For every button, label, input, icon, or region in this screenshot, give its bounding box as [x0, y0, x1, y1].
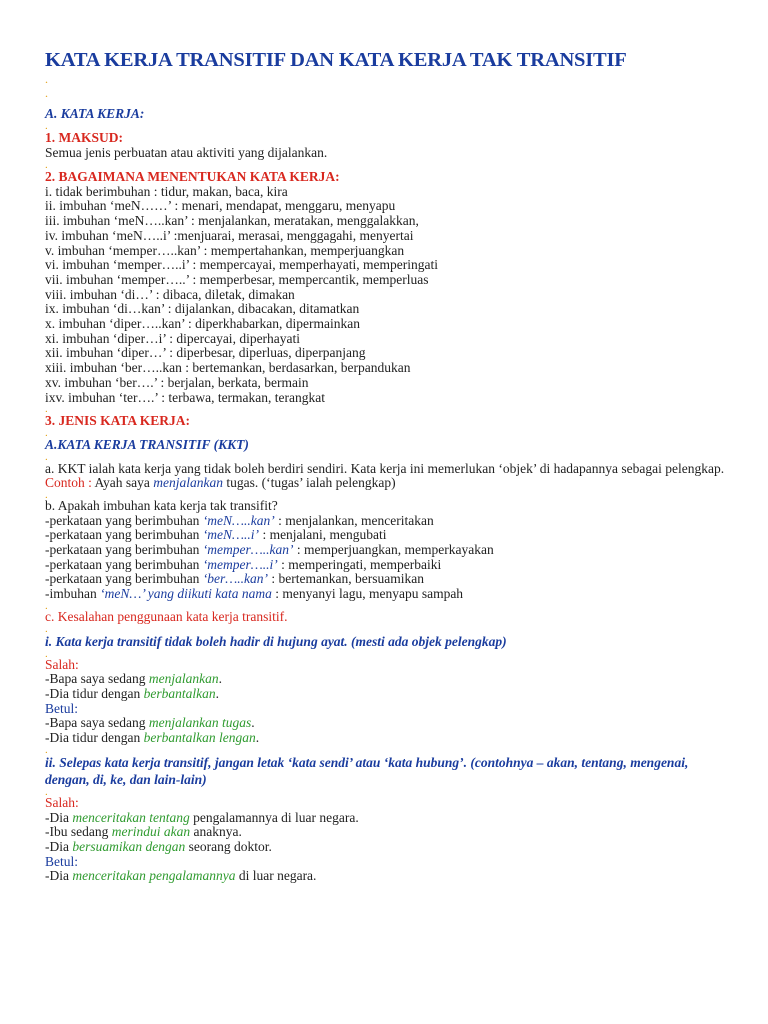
example-text: -Ibu sedang — [45, 824, 112, 840]
rule-2: ii. Selepas kata kerja transitif, jangan letak ‘kata sendi’ atau ‘kata hubung’. (contohnya – akan, tentang, mengenai, dengan, di, ke, dan lain-lain) — [45, 754, 689, 787]
list-item: xiii. imbuhan ‘ber…..kan : bertemankan, berdasarkan, berpandukan — [45, 360, 411, 376]
list-item — [45, 514, 725, 529]
spacer-dot: . — [45, 158, 48, 171]
example-text: . — [255, 730, 260, 746]
example-verb: berbantalkan — [143, 685, 216, 701]
item-text: : menyanyi lagu, menyapu sampah — [271, 586, 464, 602]
example-line — [45, 731, 725, 746]
example-line — [45, 840, 725, 855]
spacer-dot: . — [45, 72, 48, 86]
example-verb: merindui akan — [111, 824, 191, 840]
salah-label: Salah: — [45, 794, 79, 810]
list-item: ix. imbuhan ‘di…kan’ : dijalankan, dibacakan, ditamatkan — [45, 301, 360, 317]
list-item: ii. imbuhan ‘meN……’ : menari, mendapat, menggaru, menyapu — [45, 198, 396, 214]
affix: ‘memper…..i’ — [202, 556, 278, 572]
list-item — [45, 572, 725, 587]
jenis-heading: 3. JENIS KATA KERJA: — [45, 413, 191, 429]
example-text: pengalamannya di luar negara. — [189, 809, 359, 825]
spacer-dot: . — [45, 622, 48, 635]
list-item: xii. imbuhan ‘diper…’ : diperbesar, diperluas, diperpanjang — [45, 345, 366, 361]
example-line — [45, 825, 725, 840]
item-text: : memperingati, memperbaiki — [277, 556, 442, 572]
example-text: -Dia tidur dengan — [45, 685, 144, 701]
bagaimana-heading: 2. BAGAIMANA MENENTUKAN KATA KERJA: — [45, 168, 340, 184]
list-item — [45, 587, 725, 602]
item-text: -perkataan yang berimbuhan — [45, 556, 203, 572]
spacer-dot: . — [45, 599, 48, 612]
example-verb: menceritakan pengalamannya — [72, 868, 236, 884]
affix: ‘ber…..kan’ — [202, 571, 269, 587]
contoh-verb: menjalankan — [153, 475, 224, 491]
page-title: KATA KERJA TRANSITIF DAN KATA KERJA TAK TRANSITIF — [45, 49, 627, 71]
item-text: -perkataan yang berimbuhan — [45, 512, 203, 528]
list-item: xi. imbuhan ‘diper…i’ : dipercayai, diperhayati — [45, 330, 301, 346]
example-text: -Bapa saya sedang — [45, 671, 149, 687]
example-line — [45, 811, 725, 826]
example-verb: menjalankan tugas — [148, 715, 252, 731]
contoh-line — [45, 476, 725, 491]
affix: ‘memper…..kan’ — [202, 542, 294, 558]
affix: ‘meN…’ yang diikuti kata nama — [100, 586, 272, 602]
example-text: seorang doktor. — [185, 838, 272, 854]
example-text: -Dia — [45, 809, 73, 825]
list-item — [45, 543, 725, 558]
item-text: -imbuhan — [45, 586, 101, 602]
example-text: -Dia — [45, 838, 73, 854]
maksud-text: Semua jenis perbuatan atau aktiviti yang dijalankan. — [45, 145, 328, 160]
item-text: : menjalani, mengubati — [259, 527, 387, 543]
maksud-heading: 1. MAKSUD: — [45, 130, 123, 145]
list-item: ixv. imbuhan ‘ter….’ : terbawa, termakan, terangkat — [45, 389, 326, 405]
item-text: : menjalankan, menceritakan — [274, 512, 434, 528]
example-verb: bersuamikan dengan — [72, 838, 186, 854]
kkt-definition: a. KKT ialah kata kerja yang tidak boleh berdiri sendiri. Kata kerja ini memerlukan ‘objek’ di hadapannya sebagai pelengkap. — [45, 461, 725, 477]
list-item: xv. imbuhan ‘ber….’ : berjalan, berkata, bermain — [45, 374, 309, 390]
list-item: iv. imbuhan ‘meN…..i’ :menjuarai, merasai, menggagahi, menyertai — [45, 227, 414, 243]
spacer-dot: . — [45, 86, 48, 100]
item-text: -perkataan yang berimbuhan — [45, 571, 203, 587]
list-item — [45, 528, 725, 543]
example-text: . — [218, 671, 222, 687]
item-text: -perkataan yang berimbuhan — [45, 527, 203, 543]
item-text: -perkataan yang berimbuhan — [45, 542, 203, 558]
example-text: -Dia tidur dengan — [45, 730, 144, 746]
example-text: . — [215, 685, 219, 701]
document — [45, 48, 725, 884]
contoh-text: Ayah saya — [91, 475, 154, 491]
spacer-dot: . — [45, 427, 48, 440]
example-line — [45, 716, 725, 731]
example-line — [45, 672, 725, 687]
salah-label: Salah: — [45, 656, 79, 672]
example-text: di luar negara. — [235, 868, 317, 884]
contoh-text: tugas. (‘tugas’ ialah pelengkap) — [223, 475, 396, 491]
list-item: iii. imbuhan ‘meN…..kan’ : menjalankan, meratakan, menggalakkan, — [45, 213, 419, 229]
list-item — [45, 558, 725, 573]
contoh-label: Contoh : — [45, 475, 92, 491]
list-item: vii. imbuhan ‘memper…..’ : memperbesar, mempercantik, memperluas — [45, 271, 429, 287]
list-item: v. imbuhan ‘memper…..kan’ : mempertahankan, memperjuangkan — [45, 242, 405, 258]
list-item: x. imbuhan ‘diper…..kan’ : diperkhabarkan, dipermainkan — [45, 316, 361, 332]
example-text: -Bapa saya sedang — [45, 715, 149, 731]
list-item: viii. imbuhan ‘di…’ : dibaca, diletak, dimakan — [45, 286, 295, 302]
list-item: i. tidak berimbuhan : tidur, makan, baca, kira — [45, 183, 288, 199]
spacer-dot: . — [45, 785, 48, 798]
example-verb: berbantalkan lengan — [143, 730, 256, 746]
spacer-dot: . — [45, 403, 48, 416]
c-heading: c. Kesalahan penggunaan kata kerja transitif. — [45, 608, 288, 624]
spacer-dot: . — [45, 451, 48, 464]
example-text: -Dia — [45, 868, 73, 884]
list-item: vi. imbuhan ‘memper…..i’ : mempercayai, memperhayati, memperingati — [45, 257, 438, 273]
bagaimana-list — [45, 185, 725, 406]
spacer-dot: . — [45, 120, 48, 132]
example-line — [45, 687, 725, 702]
item-text: : memperjuangkan, memperkayakan — [293, 542, 494, 558]
section-a-heading: A. KATA KERJA: — [45, 106, 145, 121]
spacer-dot: . — [45, 743, 48, 756]
kkt-heading: A.KATA KERJA TRANSITIF (KKT) — [45, 437, 249, 453]
affix: ‘meN…..kan’ — [202, 512, 275, 528]
example-verb: menceritakan tentang — [72, 809, 190, 825]
betul-label: Betul: — [45, 700, 78, 716]
example-line — [45, 869, 725, 884]
affix: ‘meN…..i’ — [202, 527, 260, 543]
spacer-dot: . — [45, 488, 48, 501]
example-text: . — [251, 715, 255, 731]
spacer-dot: . — [45, 647, 48, 660]
item-text: : bertemankan, bersuamikan — [268, 571, 424, 587]
b-question: b. Apakah imbuhan kata kerja tak transifit? — [45, 497, 278, 513]
betul-label: Betul: — [45, 853, 78, 869]
example-verb: menjalankan — [148, 671, 219, 687]
rule-1: i. Kata kerja transitif tidak boleh hadir di hujung ayat. (mesti ada objek pelengkap) — [45, 633, 507, 649]
example-text: anaknya. — [190, 824, 242, 840]
